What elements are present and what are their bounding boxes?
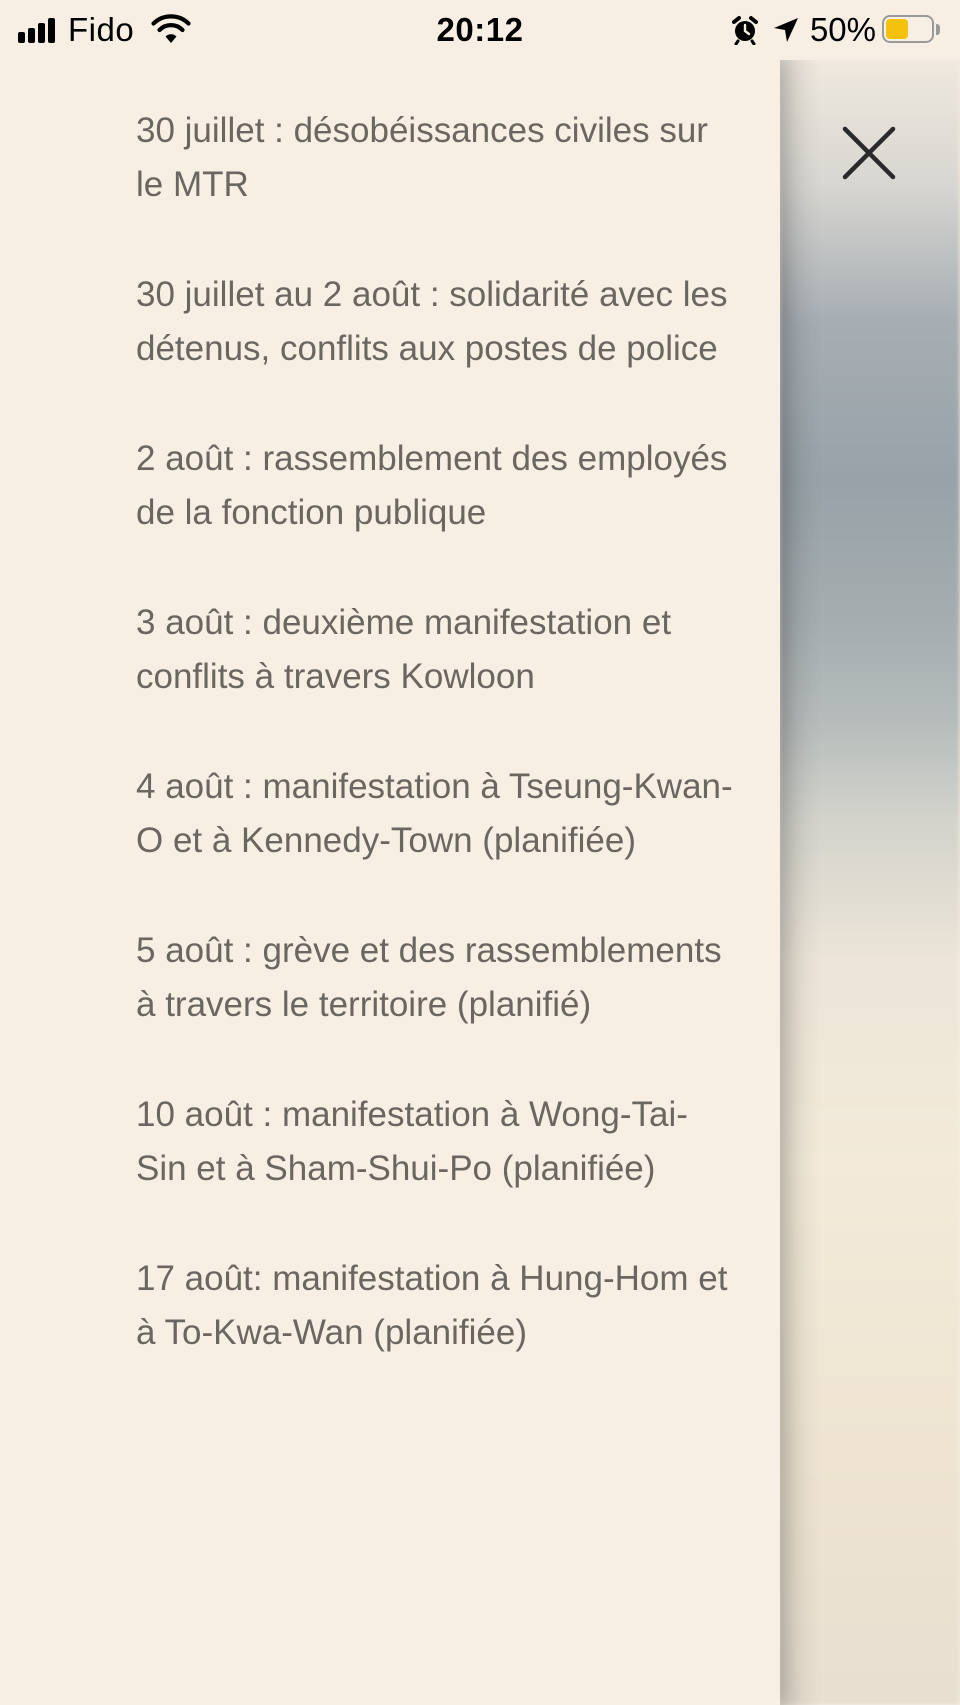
clock: 20:12 bbox=[436, 11, 524, 48]
event-item-aug-17[interactable]: 17 août: manifestation à Hung-Hom et à To-Kwa-Wan (planifiée) bbox=[136, 1259, 728, 1352]
battery-level-fill bbox=[886, 19, 908, 39]
status-bar-right bbox=[730, 8, 942, 52]
event-item-aug-2[interactable]: 2 août : rassemblement des employés de la fonction publique bbox=[136, 439, 728, 532]
event-item-aug-3[interactable]: 3 août : deuxième manifestation et conflits à travers Kowloon bbox=[136, 603, 672, 696]
drawer-shadow bbox=[780, 60, 820, 1705]
battery-icon bbox=[882, 15, 942, 45]
alarm-icon bbox=[730, 15, 760, 45]
carrier-name: Fido bbox=[68, 11, 135, 48]
event-item-jul-30[interactable]: 30 juillet : désobéissances civiles sur le MTR bbox=[136, 111, 708, 204]
close-button[interactable] bbox=[834, 118, 904, 188]
close-icon bbox=[841, 125, 897, 181]
event-item-aug-5[interactable]: 5 août : grève et des rassemblements à travers le territoire (planifié) bbox=[136, 931, 722, 1024]
event-item-aug-10[interactable]: 10 août : manifestation à Wong-Tai-Sin et à Sham-Shui-Po (planifiée) bbox=[136, 1095, 688, 1188]
event-list bbox=[136, 104, 736, 1416]
event-item-aug-4[interactable]: 4 août : manifestation à Tseung-Kwan-O et à Kennedy-Town (planifiée) bbox=[136, 767, 733, 860]
battery-percent: 50% bbox=[809, 11, 876, 48]
event-item-jul-30-aug-2[interactable]: 30 juillet au 2 août : solidarité avec les détenus, conflits aux postes de police bbox=[136, 275, 728, 368]
side-menu-drawer bbox=[0, 60, 780, 1705]
location-arrow-icon bbox=[772, 16, 800, 44]
status-bar bbox=[0, 0, 960, 60]
